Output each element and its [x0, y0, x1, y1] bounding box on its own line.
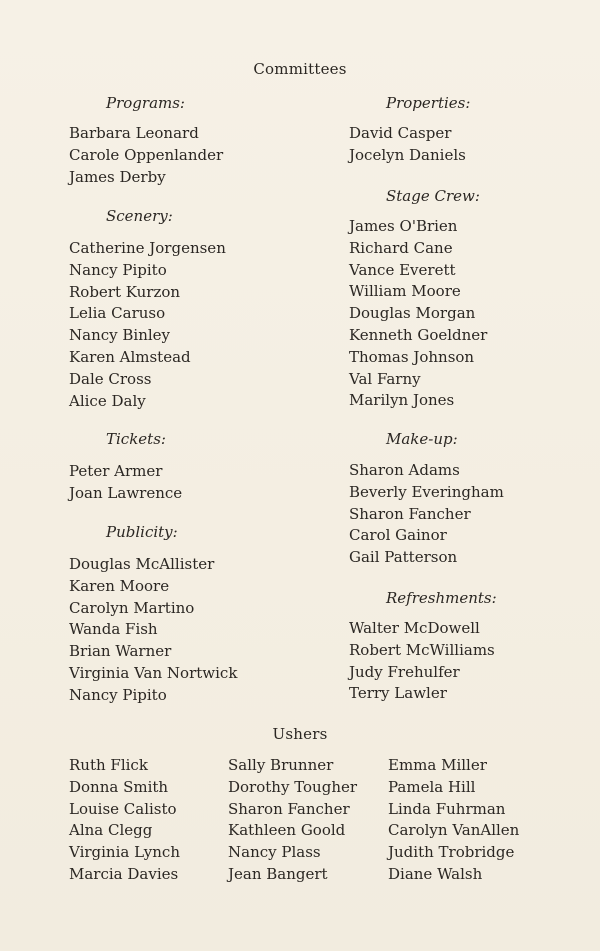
list-item: Alice Daly: [69, 391, 146, 410]
refreshments-heading: Refreshments:: [386, 589, 497, 607]
list-item: Nancy Pipito: [69, 685, 167, 704]
list-item: Beverly Everingham: [349, 482, 504, 501]
programs-list: [69, 123, 223, 188]
list-item: Sharon Fancher: [228, 799, 350, 818]
list-item: Linda Fuhrman: [388, 799, 506, 818]
list-item: William Moore: [349, 282, 461, 301]
scenery-heading: Scenery:: [106, 207, 173, 225]
list-item: Karen Moore: [69, 576, 170, 595]
list-item: James Derby: [69, 167, 166, 186]
list-item: Val Farny: [349, 369, 421, 388]
tickets-list: [69, 461, 182, 505]
list-item: Richard Cane: [349, 238, 453, 257]
properties-heading: Properties:: [386, 94, 471, 112]
list-item: Nancy Plass: [228, 843, 321, 862]
list-item: Nancy Pipito: [69, 260, 167, 279]
list-item: Kathleen Goold: [228, 821, 346, 840]
list-item: Gail Patterson: [349, 548, 458, 567]
refreshments-list: [349, 618, 495, 705]
list-item: Emma Miller: [388, 756, 487, 774]
list-item: Virginia Van Nortwick: [69, 663, 238, 682]
list-item: Catherine Jorgensen: [69, 239, 226, 257]
ushers-list-col1: [69, 755, 180, 886]
list-item: Sharon Adams: [349, 461, 460, 479]
list-item: Robert Kurzon: [69, 282, 181, 301]
list-item: Carol Gainor: [349, 526, 447, 545]
list-item: James O'Brien: [349, 217, 458, 235]
ushers-heading: Ushers: [272, 725, 328, 743]
make-up-heading: Make-up:: [386, 430, 458, 448]
committees-title: Committees: [253, 60, 347, 78]
list-item: Jocelyn Daniels: [349, 145, 466, 164]
list-item: Donna Smith: [69, 777, 169, 796]
publicity-heading: Publicity:: [106, 523, 178, 541]
list-item: Walter McDowell: [349, 619, 480, 637]
stage-crew-heading: Stage Crew:: [386, 187, 480, 205]
list-item: Karen Almstead: [69, 347, 191, 366]
list-item: Robert McWilliams: [349, 640, 495, 659]
publicity-list: [69, 554, 237, 707]
list-item: Carolyn VanAllen: [388, 821, 520, 840]
properties-list: [349, 123, 466, 167]
list-item: Louise Calisto: [69, 799, 177, 818]
tickets-heading: Tickets:: [106, 430, 166, 448]
list-item: Brian Warner: [69, 642, 172, 661]
list-item: Alna Clegg: [69, 821, 153, 840]
list-item: Sharon Fancher: [349, 504, 471, 523]
list-item: Virginia Lynch: [69, 843, 180, 862]
list-item: Thomas Johnson: [349, 347, 475, 366]
ushers-list-col2: [228, 755, 357, 886]
list-item: Pamela Hill: [388, 777, 476, 796]
list-item: Peter Armer: [69, 462, 163, 480]
list-item: Ruth Flick: [69, 756, 148, 774]
list-item: Kenneth Goeldner: [349, 325, 488, 344]
list-item: Terry Lawler: [349, 684, 447, 703]
list-item: Marilyn Jones: [349, 391, 455, 410]
stage-crew-list: [349, 216, 487, 412]
list-item: Lelia Caruso: [69, 304, 166, 323]
list-item: Carole Oppenlander: [69, 145, 224, 164]
make-up-list: [349, 460, 504, 569]
list-item: Marcia Davies: [69, 864, 179, 883]
list-item: Vance Everett: [349, 260, 456, 279]
list-item: Joan Lawrence: [69, 483, 183, 502]
list-item: Barbara Leonard: [69, 124, 199, 142]
list-item: Douglas McAllister: [69, 555, 215, 573]
programs-heading: Programs:: [106, 94, 185, 112]
list-item: Dorothy Tougher: [228, 777, 358, 796]
list-item: Diane Walsh: [388, 864, 483, 883]
list-item: Wanda Fish: [69, 620, 158, 639]
list-item: Judy Frehulfer: [349, 662, 460, 681]
list-item: Douglas Morgan: [349, 304, 476, 323]
list-item: Sally Brunner: [228, 756, 334, 774]
list-item: Nancy Binley: [69, 326, 171, 345]
list-item: Judith Trobridge: [388, 843, 515, 862]
list-item: Jean Bangert: [228, 864, 328, 883]
list-item: Carolyn Martino: [69, 598, 195, 617]
list-item: David Casper: [349, 124, 452, 142]
list-item: Dale Cross: [69, 369, 152, 388]
ushers-list-col3: [388, 755, 519, 886]
scenery-list: [69, 238, 226, 412]
